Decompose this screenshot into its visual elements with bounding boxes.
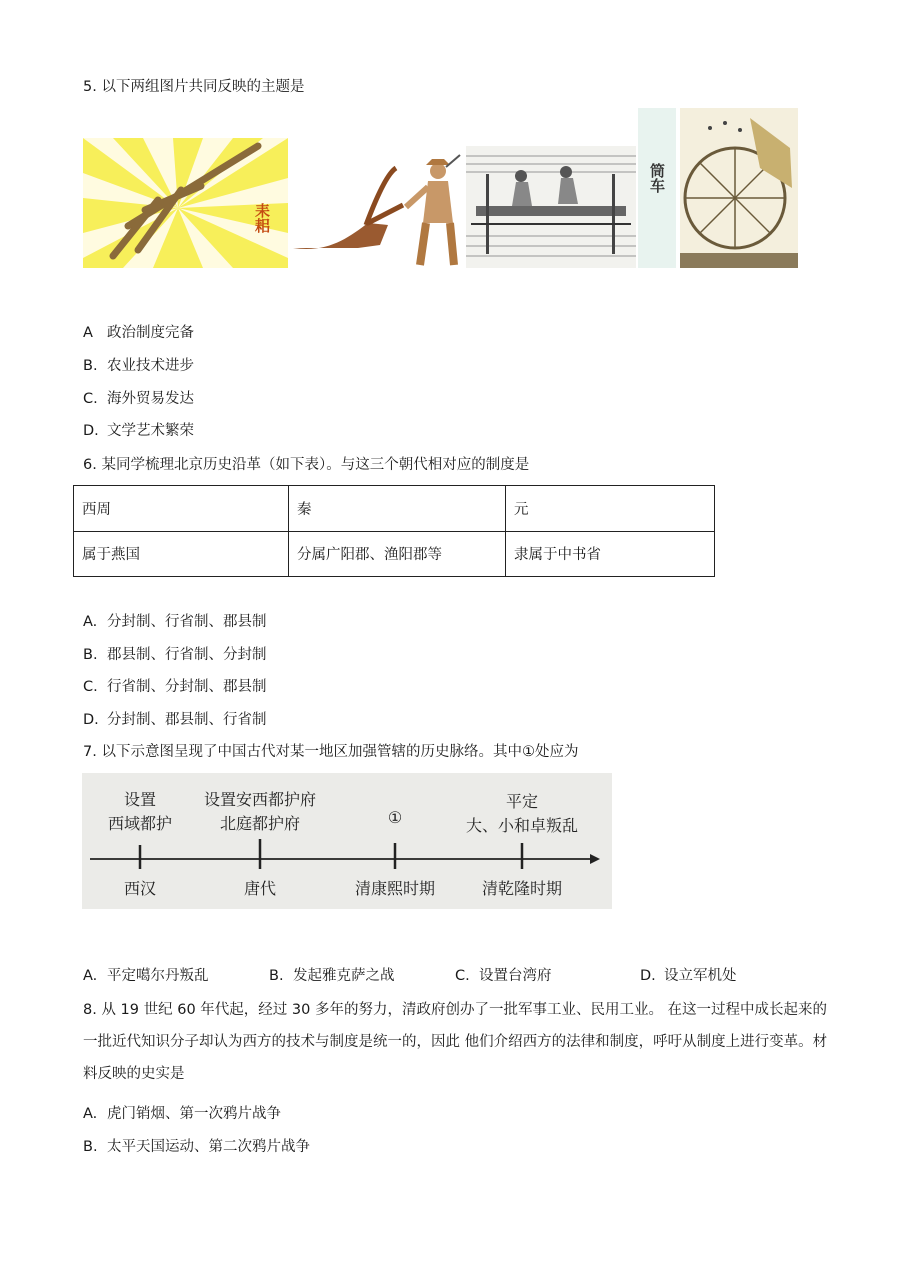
plow-label: 耒耜 [253,203,271,233]
option-key: C. [83,391,98,407]
event-4-period: 清乾隆时期 [481,879,563,898]
option-text: 分封制、郡县制、行省制 [107,712,267,728]
q5-figures [83,108,798,268]
event-1-line-1: 设置 [123,790,157,809]
option-text: 郡县制、行省制、分封制 [107,647,267,663]
q5-stem: 5. 以下两组图片共同反映的主题是 [83,79,305,95]
option-text: 平定噶尔丹叛乱 [107,968,209,984]
option-text: 太平天国运动、第二次鸦片战争 [107,1139,310,1155]
table-cell: 属于燕国 [74,531,289,577]
event-1-period: 西汉 [123,879,157,898]
q8-option-a[interactable] [83,1104,281,1124]
event-2-line-1: 设置安西都护府 [203,790,317,809]
q6-stem: 6. 某同学梳理北京历史沿革（如下表）。与这三个朝代相对应的制度是 [83,457,530,473]
option-key: A. [83,1106,98,1122]
event-1-line-2: 西域都护 [107,814,173,833]
option-key: C. [83,679,98,695]
q5-option-c[interactable] [83,389,194,409]
bamboo-waterwheel-image [680,108,798,268]
q7-stem: 7. 以下示意图呈现了中国古代对某一地区加强管辖的历史脉络。其中①处应为 [83,744,579,760]
waterwheel-workers-image [466,146,636,268]
event-4-line-2: 大、小和卓叛乱 [465,816,579,835]
q5-option-d[interactable] [83,421,194,441]
option-key: B. [83,647,98,663]
wheel-label: 筒车 [648,163,666,193]
table-cell: 西周 [74,486,289,532]
q5-option-a[interactable] [83,323,194,343]
q7-option-d[interactable] [640,966,737,986]
option-key: A [83,325,93,341]
option-text: 行省制、分封制、郡县制 [107,679,267,695]
q6-option-c[interactable] [83,677,267,697]
option-key: A. [83,968,98,984]
table-cell: 秦 [289,486,506,532]
table-row [74,486,715,532]
option-key: D. [83,712,99,728]
event-3-period: 清康熙时期 [354,879,436,898]
option-text: 设立军机处 [664,968,737,984]
event-2-line-2: 北庭都护府 [219,814,301,833]
option-text: 设置台湾府 [479,968,552,984]
table-cell: 隶属于中书省 [506,531,715,577]
option-key: B. [269,968,284,984]
option-key: A. [83,614,98,630]
option-key: D. [83,423,99,439]
option-text: 海外贸易发达 [107,391,194,407]
q5-option-b[interactable] [83,356,194,376]
q7-option-c[interactable] [455,966,552,986]
q8-stem: 8. 从 19 世纪 60 年代起，经过 30 多年的努力，清政府创办了一批军事工业、民用工业。 在这一过程中成长起来的一批近代知识分子却认为西方的技术与制度是统一的，因此 他们介绍西方的法律和制度，呼吁从制度上进行变革。材料反映的史实是 [83,1002,828,1082]
option-key: D. [640,968,656,984]
table-cell: 分属广阳郡、渔阳郡等 [289,531,506,577]
q6-option-b[interactable] [83,645,267,665]
table-row [74,531,715,577]
option-key: B. [83,1139,98,1155]
q6-table [73,485,715,577]
event-3-marker: ① [387,808,403,827]
q8-option-b[interactable] [83,1137,310,1157]
option-key: B. [83,358,98,374]
q7-option-a[interactable] [83,966,209,986]
q6-option-d[interactable] [83,710,267,730]
option-text: 农业技术进步 [107,358,194,374]
table-cell: 元 [506,486,715,532]
option-key: C. [455,968,470,984]
option-text: 发起雅克萨之战 [293,968,395,984]
option-text: 分封制、行省制、郡县制 [107,614,267,630]
q6-option-a[interactable] [83,612,267,632]
option-text: 文学艺术繁荣 [107,423,194,439]
option-text: 政治制度完备 [107,325,194,341]
wheel-label-panel [638,108,676,268]
option-text: 虎门销烟、第一次鸦片战争 [107,1106,281,1122]
q7-timeline [82,773,612,909]
q7-option-b[interactable] [269,966,395,986]
event-4-line-1: 平定 [505,792,539,811]
event-2-period: 唐代 [243,879,277,898]
plow-tool-image [83,138,288,268]
farmer-plow-image [288,153,463,268]
